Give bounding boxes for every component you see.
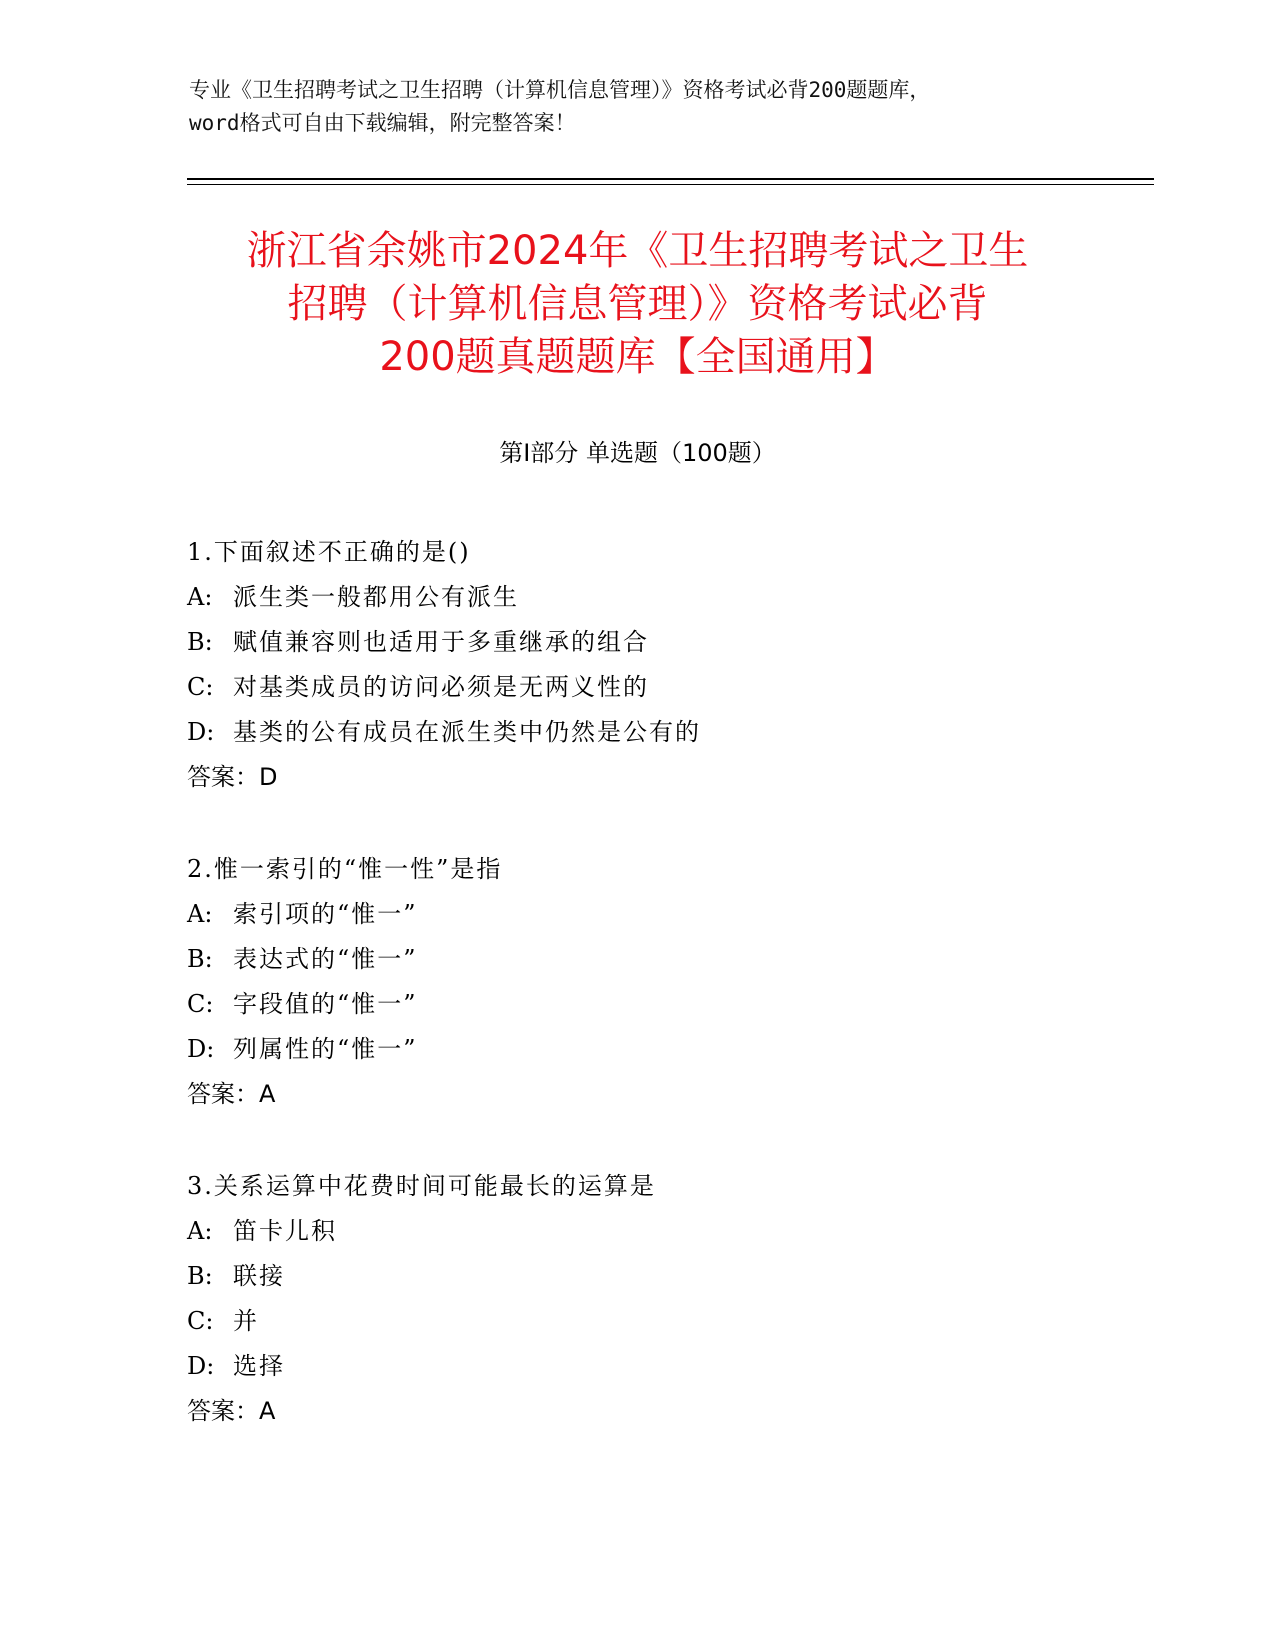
question-stem: 3.关系运算中花费时间可能最长的运算是 [187,1172,656,1200]
option-letter: B: [187,1262,213,1290]
question-list [187,530,1147,1481]
question-item [187,1164,1147,1434]
header-divider-thin [187,184,1154,185]
option-letter: C: [187,990,214,1018]
option-a [187,892,1147,937]
header-note [189,74,1089,140]
option-b [187,937,1147,982]
option-text: 派生类一般都用公有派生 [233,583,519,611]
option-c [187,665,1147,710]
option-a [187,575,1147,620]
document-title-line-1: 浙江省余姚市2024年《卫生招聘考试之卫生 [246,228,1029,274]
option-letter: C: [187,1307,214,1335]
option-c [187,982,1147,1027]
document-title-line-3: 200题真题题库【全国通用】 [379,334,896,380]
section-title: 第Ⅰ部分 单选题（100题） [499,439,776,467]
document-title [140,225,1135,384]
option-letter: C: [187,673,214,701]
option-d [187,1344,1147,1389]
option-text: 并 [233,1307,259,1335]
header-note-line-2: word格式可自由下载编辑，附完整答案！ [189,111,576,135]
option-c [187,1299,1147,1344]
option-letter: A: [187,1217,213,1245]
option-text: 列属性的“惟一” [233,1035,418,1063]
answer-key: 答案：D [187,763,278,791]
option-text: 赋值兼容则也适用于多重继承的组合 [233,628,649,656]
option-text: 字段值的“惟一” [233,990,418,1018]
answer-key: 答案：A [187,1397,276,1425]
option-d [187,1027,1147,1072]
question-stem: 1.下面叙述不正确的是() [187,538,471,566]
option-letter: B: [187,945,213,973]
option-a [187,1209,1147,1254]
option-letter: A: [187,900,213,928]
question-item [187,847,1147,1117]
option-d [187,710,1147,755]
option-b [187,620,1147,665]
option-b [187,1254,1147,1299]
option-text: 索引项的“惟一” [233,900,418,928]
option-text: 对基类成员的访问必须是无两义性的 [233,673,649,701]
header-divider-thick [187,178,1154,180]
answer-key: 答案：A [187,1080,276,1108]
header-note-line-1: 专业《卫生招聘考试之卫生招聘（计算机信息管理）》资格考试必背200题题库， [189,78,931,102]
question-stem: 2.惟一索引的“惟一性”是指 [187,855,503,883]
option-letter: D: [187,718,215,746]
option-letter: B: [187,628,213,656]
option-text: 笛卡儿积 [233,1217,337,1245]
option-letter: A: [187,583,213,611]
option-text: 联接 [233,1262,285,1290]
option-text: 选择 [233,1352,285,1380]
option-letter: D: [187,1352,215,1380]
document-title-line-2: 招聘（计算机信息管理）》资格考试必背 [287,281,988,327]
option-letter: D: [187,1035,215,1063]
option-text: 基类的公有成员在派生类中仍然是公有的 [233,718,701,746]
option-text: 表达式的“惟一” [233,945,418,973]
question-item [187,530,1147,800]
